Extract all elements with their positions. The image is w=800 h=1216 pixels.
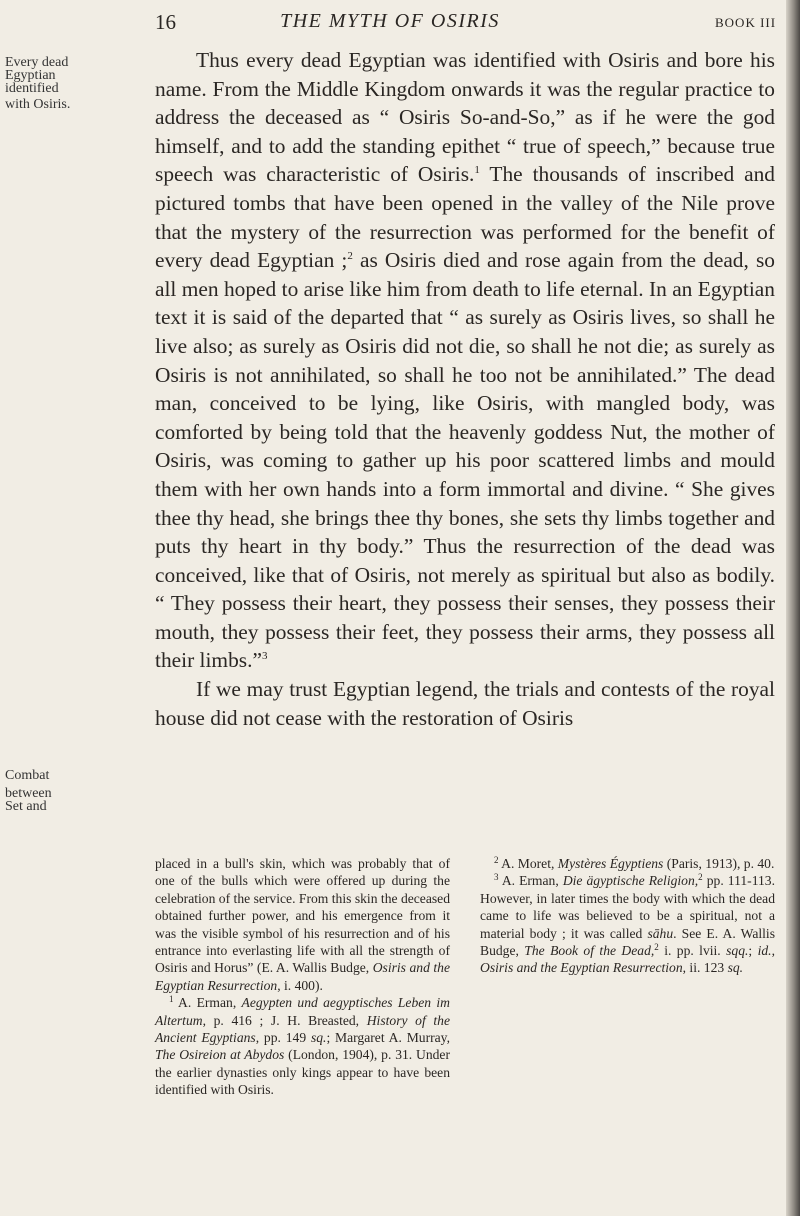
- margin-note-line: Combat: [5, 768, 50, 783]
- edition-number: 2: [698, 872, 703, 883]
- footnote-number: 1: [169, 994, 174, 1005]
- book-title: Osiris and the Egyptian Resurrection: [480, 960, 683, 976]
- running-header: [0, 10, 780, 44]
- book-title: The Osireion at Abydos: [155, 1047, 285, 1063]
- page-number: 16: [155, 10, 176, 34]
- abbrev: sq.: [727, 960, 744, 976]
- margin-note-line: with Osiris.: [5, 97, 71, 112]
- book-title: Die ägyptische Religion,: [562, 873, 699, 889]
- page-edge: [786, 0, 800, 1216]
- margin-note-combat: [5, 769, 52, 813]
- footnote-ref: 2: [347, 250, 353, 263]
- book-label: BOOK III: [715, 15, 777, 30]
- margin-note-line: between: [5, 786, 52, 801]
- text-run: i. pp. lvii.: [658, 943, 727, 959]
- text-run: Thus every dead Egyptian was identified with Osiris and bore his name. From the Middle Kingdom onwards it was the regular practice to address the deceased as “ Osiris So-and-So,” as if he were the god himself, and to add the standing epithet “ true of speech,” because true speech was characteristic of Osiris.: [155, 48, 775, 187]
- text-run: ; Margaret A. Murray,: [326, 1030, 450, 1046]
- book-title: Osiris and the Egyptian Resurrection: [155, 960, 450, 993]
- margin-note-line: Every dead: [5, 55, 69, 70]
- term: sāhu: [647, 925, 674, 941]
- margin-note-line: Egyptian: [5, 68, 56, 83]
- footnote-number: 3: [494, 872, 499, 883]
- paragraph-1: [155, 46, 775, 675]
- text-run: . See E. A. Wallis Budge,: [480, 925, 775, 959]
- edition-number: 2: [654, 942, 659, 953]
- footnote-continuation: [155, 855, 450, 994]
- footnote-1: [155, 994, 450, 1098]
- running-title: THE MYTH OF OSIRIS: [280, 10, 500, 32]
- text-run: (Paris, 1913), p. 40.: [663, 856, 775, 871]
- book-title: Aegypten und aegyptisches Leben im Altertum: [155, 995, 451, 1028]
- book-title: The Book of the Dead,: [524, 943, 655, 959]
- footnote-ref: 1: [474, 164, 480, 177]
- text-run: ,: [771, 943, 775, 959]
- footnote-column-left: [155, 855, 450, 1099]
- text-run: , i. 400).: [277, 977, 323, 993]
- text-run: as Osiris died and rose again from the dead, so all men hoped to arise like him from death to life eternal. In an Egyptian text it is said of the departed that “ as surely as Osiris lives, so shall he live also; as surely as Osiris did not die, so shall he not die; as surely as Osiris is not annihilated, so shall he too not be annihilated.” The dead man, conceived to be lying, like Osiris, with mangled body, was comforted by being told that the heavenly goddess Nut, the mother of Osiris, was coming to gather up his poor scattered limbs and mould them with her own hands into a form immortal and divine. “ She gives thee thy head, she brings thee thy bones, she sets thy limbs together and puts thy heart in thy body.” Thus the resurrection of the dead was conceived, like that of Osiris, not merely as spiritual but also as bodily. “ They possess their heart, they possess their senses, they possess their mouth, they possess their feet, they possess their arms, they possess all their limbs.”: [155, 248, 775, 673]
- footnote-2: [480, 855, 775, 872]
- footnote-3: [480, 872, 775, 976]
- abbrev: sq.: [310, 1030, 327, 1046]
- abbrev: sqq.: [726, 943, 749, 959]
- footnote-column-right: [480, 855, 775, 1099]
- main-text: [155, 46, 775, 732]
- text-run: The thousands of inscribed and pictured tombs that have been opened in the valley of the Nile prove that the mystery of the resurrection was performed for the benefit of every dead Egyptian ;: [155, 162, 775, 273]
- text-run: , ii. 123: [682, 960, 728, 976]
- book-title: History of the Ancient Egyptians: [155, 1012, 450, 1046]
- abbrev: id.: [757, 943, 772, 959]
- paragraph-2: If we may trust Egyptian legend, the trials and contests of the royal house did not cease with the restoration of Osiris: [155, 677, 775, 730]
- text-run: A. Erman,: [498, 873, 563, 889]
- footnotes: [155, 855, 775, 1099]
- text-run: placed in a bull's skin, which was probably that of one of the bulls which were offered up during the celebration of the service. From this skin the deceased obtained further power, and his emergence from it was the visible symbol of his resurrection and of his entrance into everlasting life with all the strength of Osiris and Horus” (E. A. Wallis Budge,: [155, 856, 450, 976]
- margin-note-identified: [5, 56, 70, 111]
- book-title: Mystères Égyptiens: [557, 856, 664, 871]
- text-run: A. Erman,: [173, 995, 242, 1011]
- text-run: pp. 111-113. However, in later times the body with which the dead came to life was believed to be a spiritual, not a material body ; it was called: [480, 873, 775, 941]
- footnote-ref: 3: [261, 650, 268, 663]
- text-run: (London, 1904), p. 31. Under the earlier dynasties only kings appear to have been identified with Osiris.: [155, 1047, 450, 1098]
- margin-note-line: Set and: [5, 799, 47, 814]
- text-run: , pp. 149: [255, 1030, 311, 1046]
- footnote-number: 2: [494, 855, 499, 865]
- text-run: ;: [748, 943, 758, 959]
- text-run: , p. 416 ; J. H. Breasted,: [202, 1012, 367, 1028]
- text-run: A. Moret,: [498, 856, 558, 871]
- margin-note-line: identified: [5, 81, 59, 96]
